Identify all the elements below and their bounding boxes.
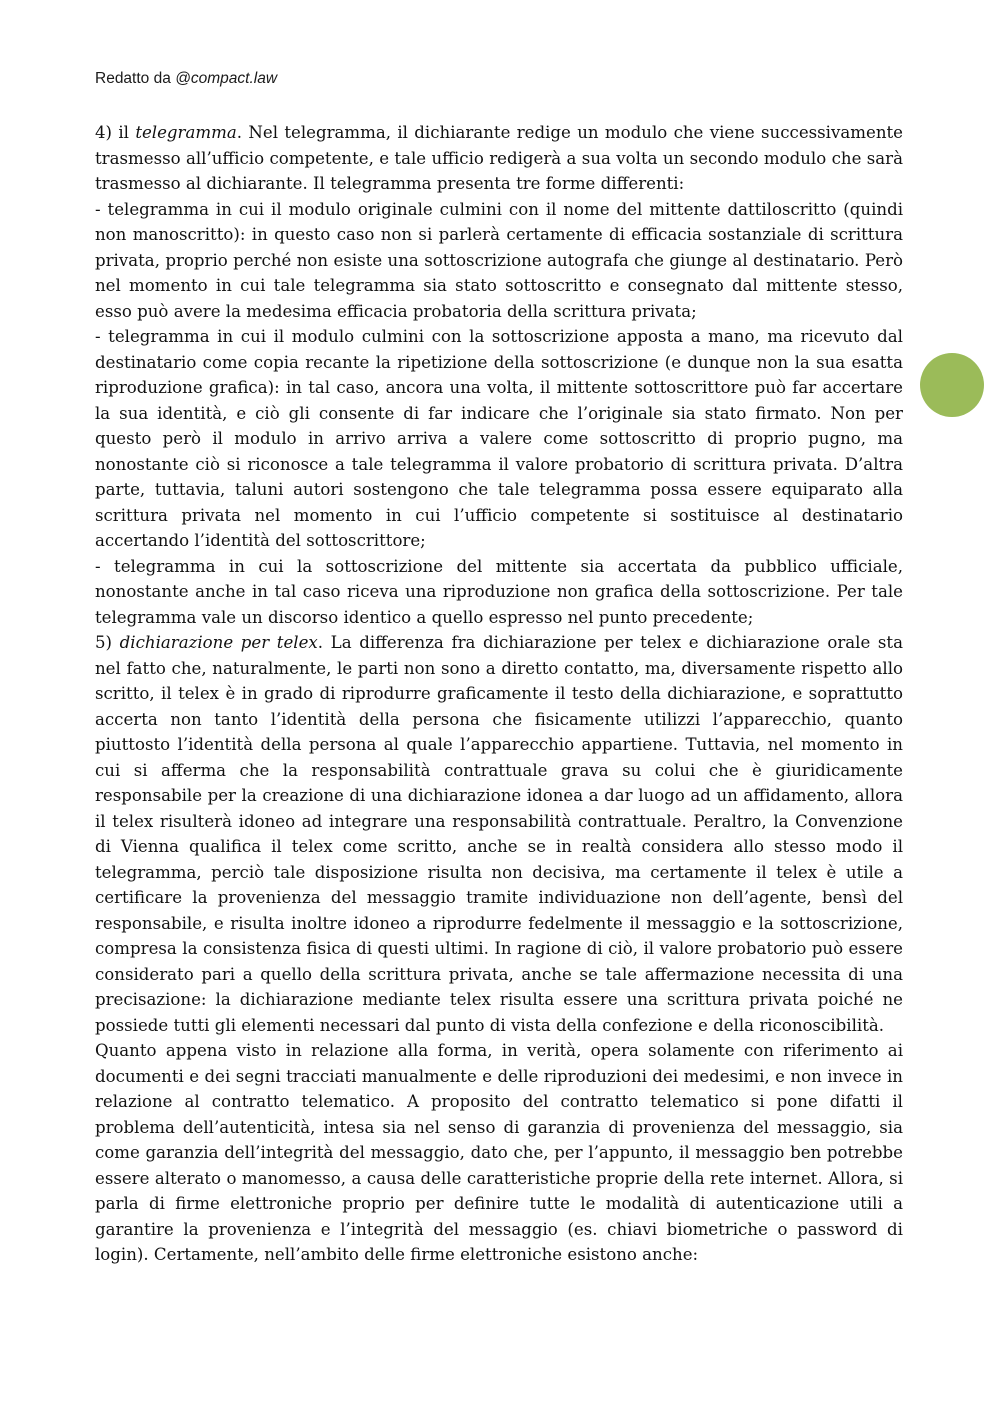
paragraph-text: . La differenza fra dichiarazione per telex e dichiarazione orale sta nel fatto che, naturalmente, le parti non sono a diretto contatto, ma, diversamente rispetto allo scritto, il telex è in grado di riprodurre graficamente il testo della dichiarazione, e soprattutto accerta non tanto l’identità della persona che fisicamente utilizzi l’apparecchio, quanto piuttosto l’identità della persona al quale l’apparecchio appartiene. Tuttavia, nel momento in cui si afferma che la responsabilità contrattuale grava su colui che è giuridicamente responsabile per la creazione di una dichiarazione idonea a dar luogo ad un affidamento, allora il telex risulterà idoneo ad integrare una responsabilità contrattuale. Peraltro, la Convenzione di Vienna qualifica il telex come scritto, anche se in realtà considera allo stesso modo il telegramma, perciò tale disposizione risulta non decisiva, ma certamente il telex è utile a certificare la provenienza del messaggio tramite individuazione non dell’agente, bensì del responsabile, e risulta inoltre idoneo a riprodurre fedelmente il messaggio e la sottoscrizione, compresa la consistenza fisica di questi ultimi. In ragione di ciò, il valore probatorio può essere considerato pari a quello della scrittura privata, anche se tale affermazione necessita di una precisazione: la dichiarazione mediante telex risulta essere una scrittura privata poiché ne possiede tutti gli elementi necessari dal punto di vista della confezione e della riconoscibilità. [95, 633, 903, 1035]
paragraph-lead: 4) il [95, 123, 136, 142]
paragraph-text: - telegramma in cui il modulo culmini con la sottoscrizione apposta a mano, ma ricevuto dal destinatario come copia recante la ripetizione della sottoscrizione (e dunque non la sua esatta riproduzione grafica): in tal caso, ancora una volta, il mittente sottoscrittore può far accertare la sua identità, e ciò gli consente di far indicare che l’originale sia stato firmato. Non per questo però il modulo in arrivo arriva a valere come sottoscritto di proprio pugno, ma nonostante ciò si riconosce a tale telegramma il valore probatorio di scrittura privata. D’altra parte, tuttavia, taluni autori sostengono che tale telegramma possa essere equiparato alla scrittura privata nel momento in cui l’ufficio competente si sostituisce al destinatario accertando l’identità del sottoscrittore; [95, 327, 903, 550]
paragraph-contratto-telematico [95, 1038, 903, 1268]
header-brand: @compact.law [175, 70, 278, 87]
paragraph-telegramma-form-1 [95, 197, 903, 325]
paragraph-text: - telegramma in cui il modulo originale culmini con il nome del mittente dattiloscritto (quindi non manoscritto): in questo caso non si parlerà certamente di efficacia sostanziale di scrittura privata, proprio perché non esiste una sottoscrizione autografa che giunge al destinatario. Però nel momento in cui tale telegramma sia stato sottoscritto e consegnato dal mittente stesso, esso può avere la medesima efficacia probatoria della scrittura privata; [95, 199, 903, 321]
paragraph-telegramma-form-3 [95, 554, 903, 631]
paragraph-emphasis: telegramma [135, 123, 237, 142]
paragraph-text: . Nel telegramma, il dichiarante redige un modulo che viene successivamente trasmesso all’ufficio competente, e tale ufficio redigerà a sua volta un secondo modulo che sarà trasmesso al dichiarante. Il telegramma presenta tre forme differenti: [95, 123, 903, 193]
paragraph-telex [95, 630, 903, 1038]
header-prefix: Redatto da [95, 70, 176, 87]
paragraph-lead: 5) [95, 633, 120, 652]
green-circle-marker [920, 353, 984, 417]
paragraph-telegramma [95, 120, 903, 197]
paragraph-text: - telegramma in cui la sottoscrizione del mittente sia accertata da pubblico ufficiale, nonostante anche in tal caso riceva una riproduzione non grafica della sottoscrizione. Per tale telegramma vale un discorso identico a quello espresso nel punto precedente; [95, 556, 903, 627]
paragraph-text: Quanto appena visto in relazione alla forma, in verità, opera solamente con riferimento ai documenti e dei segni tracciati manualmente e delle riproduzioni dei medesimi, e non invece in relazione al contratto telematico. A proposito del contratto telematico si pone difatti il problema dell’autenticità, intesa sia nel senso di garanzia di provenienza del messaggio, sia come garanzia dell’integrità del messaggio, dato che, per l’appunto, il messaggio ben potrebbe essere alterato o manomesso, a causa delle caratteristiche proprie della rete internet. Allora, si parla di firme elettroniche proprio per definire tutte le modalità di autenticazione utili a garantire la provenienza e l’integrità del messaggio (es. chiavi biometriche o password di login). Certamente, nell’ambito delle firme elettroniche esistono anche: [95, 1041, 903, 1264]
paragraph-telegramma-form-2 [95, 324, 903, 554]
page-header [95, 70, 277, 88]
paragraph-emphasis: dichiarazione per telex [119, 633, 318, 652]
body-text [95, 120, 903, 1268]
